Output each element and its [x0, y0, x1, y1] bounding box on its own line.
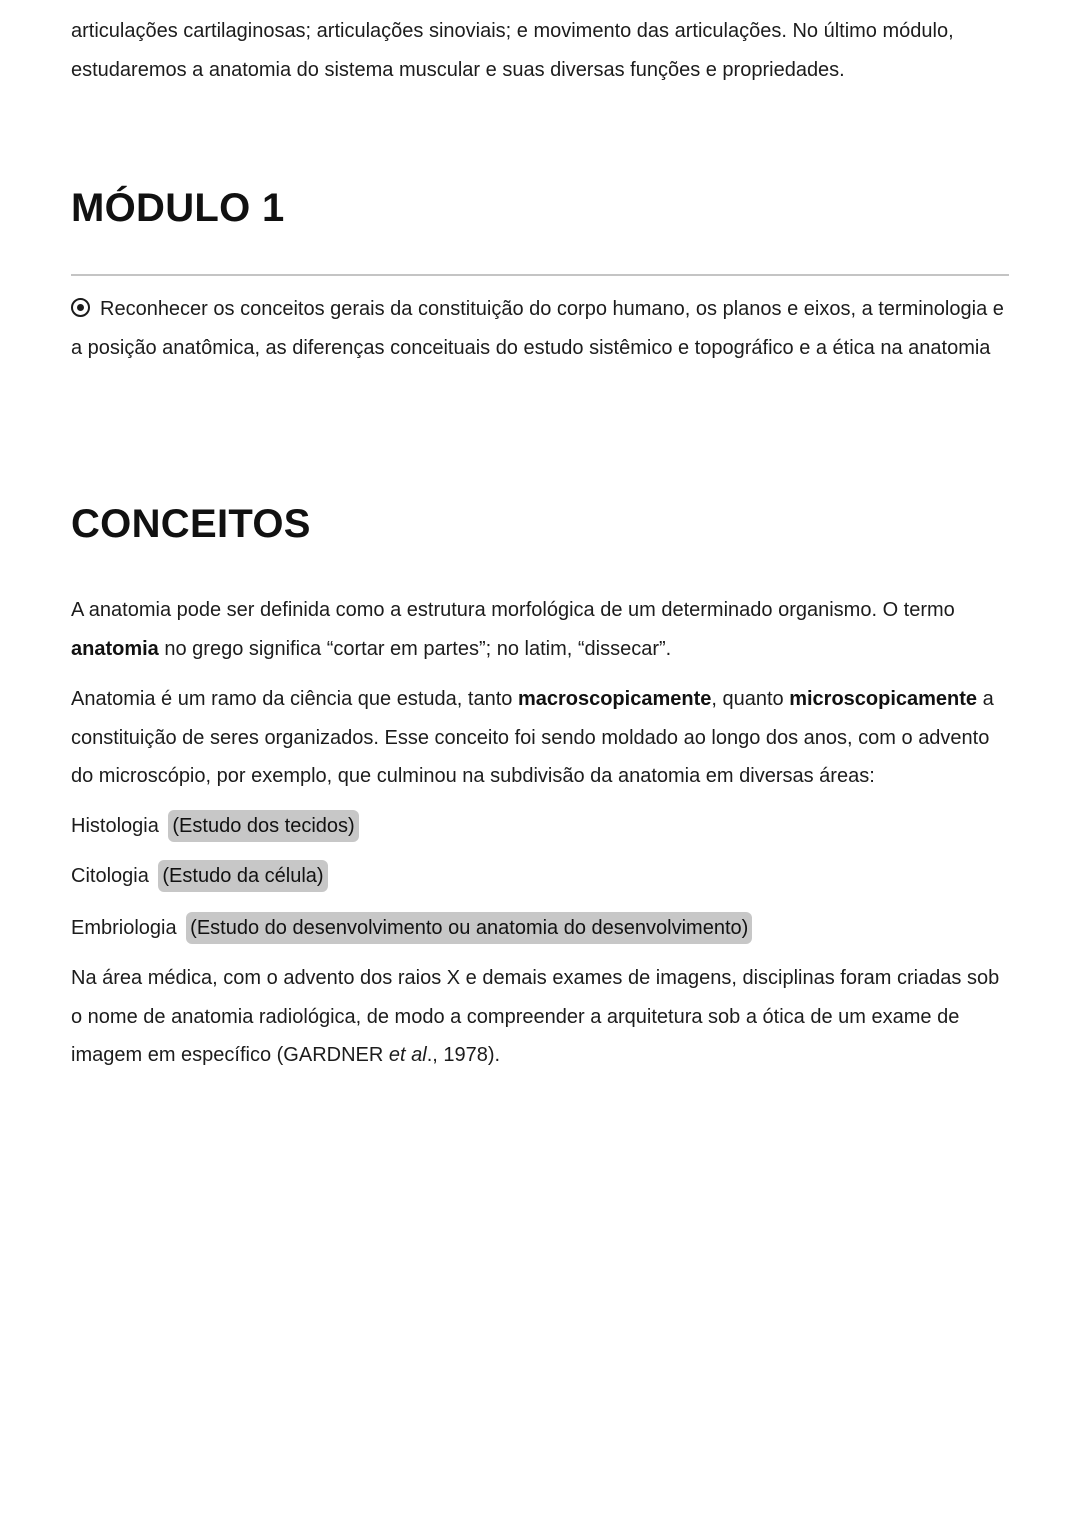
- p3-text-end: ., 1978).: [426, 1044, 501, 1066]
- intro-paragraph: [71, 12, 1009, 89]
- radio-checked-icon: [71, 298, 90, 317]
- area-item-histologia: [71, 808, 359, 844]
- area-item-citologia: [71, 858, 328, 894]
- module-title: MÓDULO 1: [71, 186, 285, 230]
- p3-text-start: Na área médica, com o advento dos raios X e demais exames de imagens, disciplinas foram criadas sob o nome de anatomia radiológica, de modo a compreender a arquitetura sob a ótica de um exame de imagem em específico (GARDNER: [71, 967, 1000, 1066]
- p2-text-start: Anatomia é um ramo da ciência que estuda, tanto: [71, 688, 518, 710]
- p2-bold-term-1: macroscopicamente: [517, 688, 712, 710]
- area-name: Citologia: [71, 865, 149, 887]
- p3-italic-text: et al: [388, 1044, 427, 1066]
- section-divider: [71, 274, 1009, 276]
- p2-text-end: a constituição de seres organizados. Esse conceito foi sendo moldado ao longo dos anos, com o advento do microscópio, por exemplo, que culminou na subdivisão da anatomia em diversas áreas:: [71, 688, 994, 787]
- intro-line-1: articulações cartilaginosas; articulações sinoviais; e movimento das articulações. No último módulo,: [71, 20, 954, 42]
- area-item-embriologia: [71, 910, 752, 946]
- area-description-tag: (Estudo da célula): [158, 860, 327, 892]
- p1-bold-term: anatomia: [71, 637, 159, 660]
- area-name: Histologia: [71, 815, 159, 837]
- area-description-tag: (Estudo do desenvolvimento ou anatomia do desenvolvimento): [186, 912, 752, 944]
- p1-text-start: A anatomia pode ser definida como a estrutura morfológica de um determinado organismo. O termo: [71, 599, 955, 621]
- p2-text-middle: , quanto: [711, 688, 790, 710]
- p1-text-end: no grego significa “cortar em partes”; no latim, “dissecar”.: [158, 637, 672, 660]
- concepts-paragraph-2: [71, 680, 1009, 796]
- objective-text: Reconhecer os conceitos gerais da constituição do corpo humano, os planos e eixos, a terminologia e a posição anatômica, as diferenças conceituais do estudo sistêmico e topográfico e a ética na anatomia: [71, 298, 1004, 359]
- concepts-paragraph-1: [71, 591, 1009, 668]
- p2-bold-term-2: microscopicamente: [789, 688, 978, 710]
- area-description-tag: (Estudo dos tecidos): [168, 810, 358, 842]
- concepts-title: CONCEITOS: [71, 502, 311, 546]
- module-objective: [71, 290, 1009, 367]
- concepts-paragraph-3: [71, 959, 1009, 1075]
- area-name: Embriologia: [71, 917, 177, 939]
- intro-line-2: estudaremos a anatomia do sistema muscular e suas diversas funções e propriedades.: [71, 58, 845, 81]
